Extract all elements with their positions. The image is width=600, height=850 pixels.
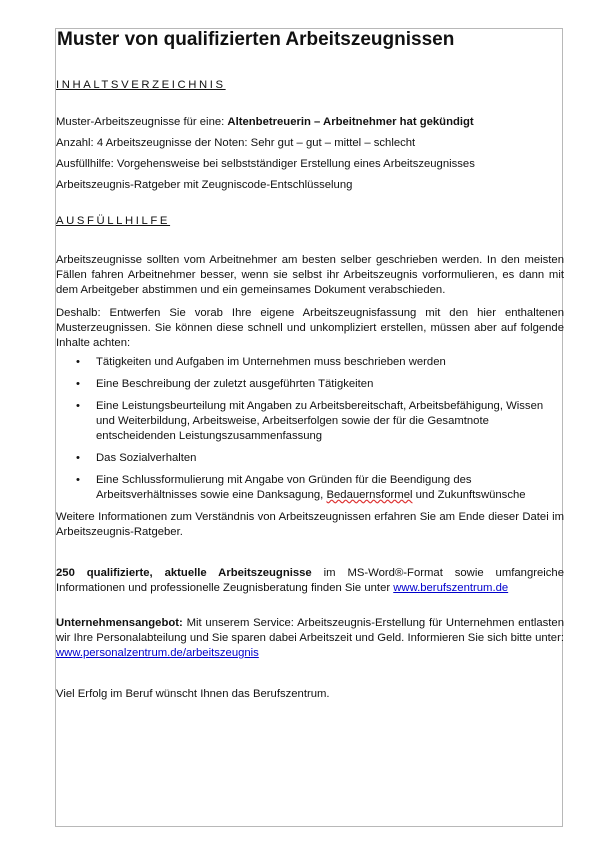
toc-line-type-bold: Altenbetreuerin – Arbeitnehmer hat gekündigt xyxy=(227,116,474,128)
personalzentrum-link[interactable]: www.personalzentrum.de/arbeitszeugnis xyxy=(56,647,259,659)
list-item-text: Das Sozialverhalten xyxy=(96,452,197,464)
list-item xyxy=(56,377,564,392)
bullet-icon: • xyxy=(76,452,80,464)
toc-line-help: Ausfüllhilfe: Vorgehensweise bei selbstständiger Erstellung eines Arbeitszeugnisses xyxy=(56,158,475,170)
unternehmen-bold: Unternehmensangebot: xyxy=(56,617,183,629)
ausfuellhilfe-heading: AUSFÜLLHILFE xyxy=(56,215,171,227)
list-item xyxy=(56,355,564,370)
list-item-text: Eine Leistungsbeurteilung mit Angaben zu Arbeitsbereitschaft, Arbeitsbefähigung, Wissen und Weiterbildung, Arbeitsweise, Arbeitserfolgen sowie der für die Gesamtnote entscheidenden Leistungszusammenfassung xyxy=(96,400,544,442)
unternehmen-text: Mit unserem Service: Arbeitszeugnis-Erstellung für Unternehmen entlasten wir Ihre Personalabteilung und Sie sparen dabei Arbeitszeit und Geld. Informieren Sie sich bitte unter: xyxy=(56,617,564,644)
spellcheck-word: Bedauernsformel xyxy=(326,489,413,501)
berufszentrum-link[interactable]: www.berufszentrum.de xyxy=(393,582,509,594)
bullet-icon: • xyxy=(76,378,80,390)
unternehmen-paragraph xyxy=(56,616,564,661)
list-item-text-suffix: und Zukunftswünsche xyxy=(412,489,526,501)
promo-text: im MS-Word®-Format sowie umfangreiche Informationen und professionelle Zeugnisberatung finden Sie unter xyxy=(56,567,564,594)
bullet-icon: • xyxy=(76,474,80,486)
weitere-paragraph: Weitere Informationen zum Verständnis von Arbeitszeugnissen erfahren Sie am Ende dieser Datei im Arbeitszeugnis-Ratgeber. xyxy=(56,511,564,538)
list-item-text-prefix: Eine Schlussformulierung mit Angabe von Gründen für die Beendigung des Arbeitsverhältnisses sowie eine Danksagung, xyxy=(96,474,472,501)
toc-heading: INHALTSVERZEICHNIS xyxy=(56,79,226,91)
promo-bold: 250 qualifizierte, aktuelle Arbeitszeugnisse xyxy=(56,567,312,579)
bullet-icon: • xyxy=(76,356,80,368)
toc-line-type xyxy=(56,115,564,130)
requirements-list xyxy=(56,355,564,503)
toc-line-type-prefix: Muster-Arbeitszeugnisse für eine: xyxy=(56,116,228,128)
bullet-icon: • xyxy=(76,400,80,412)
deshalb-paragraph: Deshalb: Entwerfen Sie vorab Ihre eigene Arbeitszeugnisfassung mit den hier enthaltenen Musterzeugnissen. Sie können diese schnell und unkompliziert erstellen, müssen aber auf folgende Inhalte achten: xyxy=(56,307,564,349)
list-item-text: Tätigkeiten und Aufgaben im Unternehmen muss beschrieben werden xyxy=(96,356,446,368)
toc-line-count: Anzahl: 4 Arbeitszeugnisse der Noten: Sehr gut – gut – mittel – schlecht xyxy=(56,137,416,149)
document-content xyxy=(56,28,564,702)
list-item xyxy=(56,473,564,503)
list-item xyxy=(56,399,564,444)
intro-paragraph: Arbeitszeugnisse sollten vom Arbeitnehmer am besten selber geschrieben werden. In den meisten Fällen fahren Arbeitnehmer besser, wenn sie selbst ihr Arbeitszeugnis vorformulieren, es dann mit dem Arbeitgeber abstimmen und ein gemeinsames Dokument verabschieden. xyxy=(56,254,564,296)
document-title: Muster von qualifizierten Arbeitszeugnissen xyxy=(57,29,455,50)
list-item-text: Eine Beschreibung der zuletzt ausgeführten Tätigkeiten xyxy=(96,378,374,390)
list-item xyxy=(56,451,564,466)
closing-paragraph: Viel Erfolg im Beruf wünscht Ihnen das Berufszentrum. xyxy=(56,688,330,700)
toc-line-guide: Arbeitszeugnis-Ratgeber mit Zeugniscode-Entschlüsselung xyxy=(56,179,353,191)
promo-paragraph xyxy=(56,566,564,596)
